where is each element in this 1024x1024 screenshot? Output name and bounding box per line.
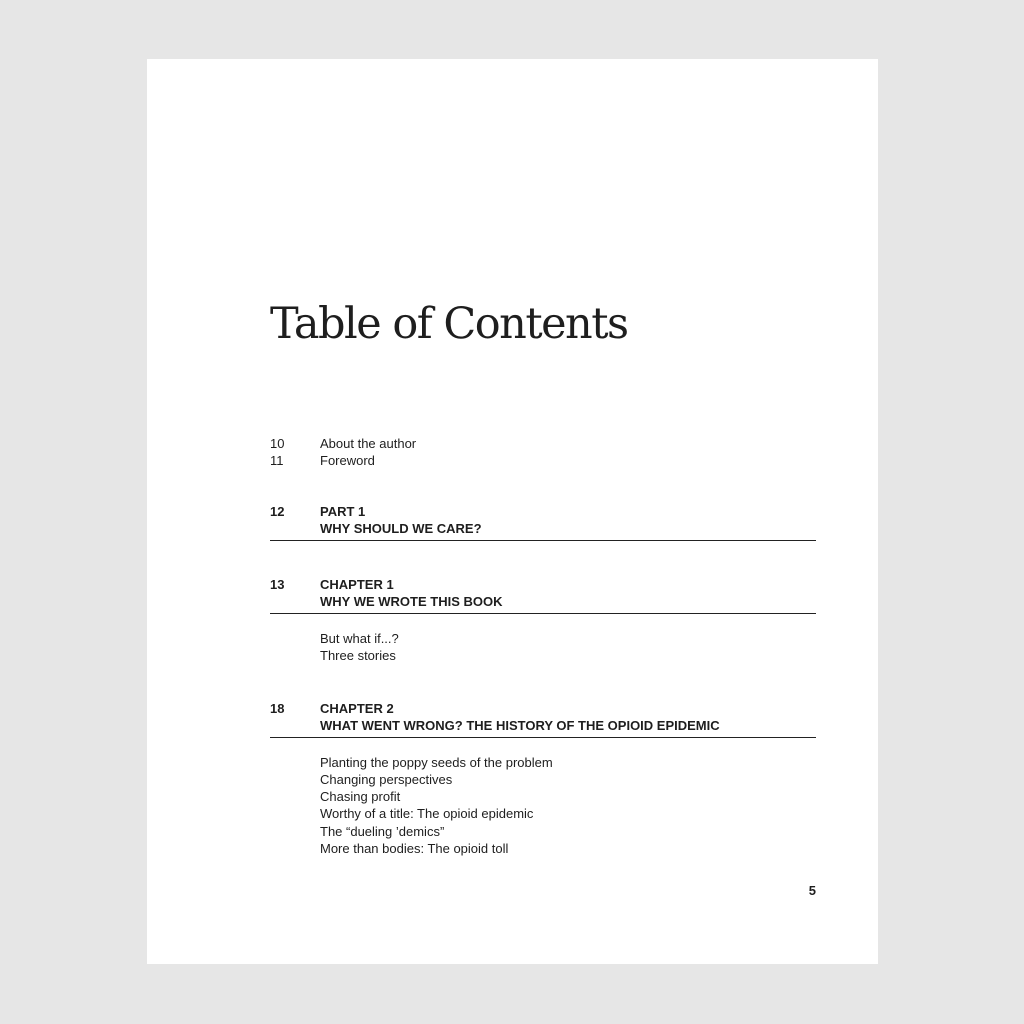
topic-item: Worthy of a title: The opioid epidemic xyxy=(320,806,534,822)
topic-item: More than bodies: The opioid toll xyxy=(320,841,509,857)
toc-section-part-1 xyxy=(270,503,816,541)
section-page-number: 13 xyxy=(270,577,285,592)
toc-page-number: 10 xyxy=(270,436,285,451)
toc-entry-label: About the author xyxy=(320,436,417,451)
table-of-contents xyxy=(270,435,816,857)
page-number: 5 xyxy=(808,883,816,898)
toc-page-number: 11 xyxy=(270,453,284,468)
topic-item: Chasing profit xyxy=(320,789,401,805)
toc-entry-about-author xyxy=(270,435,816,452)
topic-item: But what if...? xyxy=(320,631,399,646)
book-page xyxy=(147,59,878,964)
section-heading: CHAPTER 1 xyxy=(320,577,394,592)
chapter-2-topics xyxy=(270,754,816,858)
topic-item: The “dueling ’demics” xyxy=(320,823,445,839)
section-subheading: WHY WE WROTE THIS BOOK xyxy=(320,594,503,609)
section-subheading: WHY SHOULD WE CARE? xyxy=(320,521,482,536)
topic-item: Three stories xyxy=(320,648,396,664)
section-subheading: WHAT WENT WRONG? THE HISTORY OF THE OPIOID EPIDEMIC xyxy=(320,717,720,733)
toc-entry-label: Foreword xyxy=(320,453,375,468)
toc-section-chapter-1 xyxy=(270,576,816,614)
section-heading: PART 1 xyxy=(320,504,366,519)
chapter-1-topics xyxy=(270,630,816,665)
topic-item: Changing perspectives xyxy=(320,771,453,787)
toc-entry-foreword xyxy=(270,452,816,469)
section-page-number: 12 xyxy=(270,504,285,519)
page-title: Table of Contents xyxy=(270,299,628,349)
topic-item: Planting the poppy seeds of the problem xyxy=(320,754,553,770)
toc-section-chapter-2 xyxy=(270,700,816,738)
section-heading: CHAPTER 2 xyxy=(320,700,394,716)
section-page-number: 18 xyxy=(270,700,285,716)
